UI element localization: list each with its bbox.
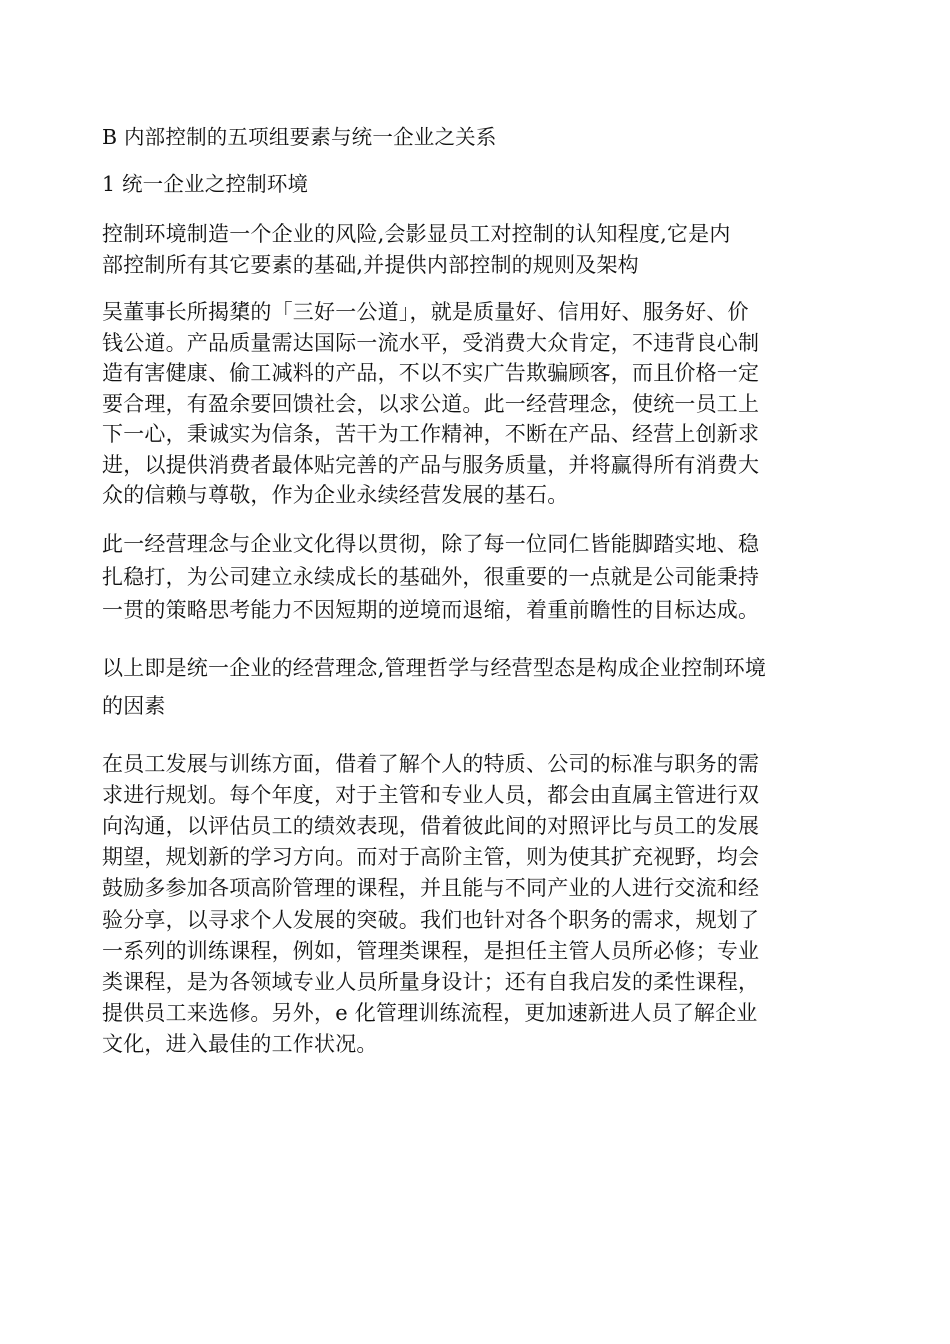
- text-line: 此一经营理念与企业文化得以贯彻，除了每一位同仁皆能脚踏实地、稳: [102, 531, 760, 556]
- text-line: 类课程，是为各领域专业人员所量身设计；还有自我启发的柔性课程，: [102, 969, 760, 994]
- text-line: 进，以提供消费者最体贴完善的产品与服务质量，并将赢得所有消费大: [102, 452, 760, 477]
- paragraph-summary: [102, 649, 802, 725]
- text-line: 验分享，以寻求个人发展的突破。我们也针对各个职务的需求，规划了: [102, 907, 760, 932]
- text-line: 扎稳打，为公司建立永续成长的基础外，很重要的一点就是公司能秉持: [102, 564, 760, 589]
- document-body: [102, 122, 802, 1075]
- paragraph-employee-training: [102, 749, 802, 1061]
- text-line: 控制环境制造一个企业的风险,会影显员工对控制的认知程度,它是内: [102, 222, 731, 246]
- text-line: 期望，规划新的学习方向。而对于高阶主管，则为使其扩充视野，均会: [102, 845, 760, 870]
- text-line: 向沟通，以评估员工的绩效表现，借着彼此间的对照评比与员工的发展: [102, 813, 760, 838]
- text-line: 一系列的训练课程，例如，管理类课程，是担任主管人员所必修；专业: [102, 938, 760, 963]
- text-line: 一贯的策略思考能力不因短期的逆境而退缩，着重前瞻性的目标达成。: [102, 597, 760, 622]
- heading-line: B 内部控制的五项组要素与统一企业之关系: [102, 125, 497, 149]
- heading-line: 1 统一企业之控制环境: [102, 171, 309, 196]
- paragraph-corporate-culture: [102, 528, 802, 627]
- text-line: 吴董事长所揭橥的「三好一公道」，就是质量好、信用好、服务好、价: [102, 300, 749, 324]
- text-line: 众的信赖与尊敬，作为企业永续经营发展的基石。: [102, 483, 569, 507]
- text-line: 在员工发展与训练方面，借着了解个人的特质、公司的标准与职务的需: [102, 751, 760, 776]
- section-heading: [102, 122, 802, 153]
- text-line: 文化，进入最佳的工作状况。: [102, 1032, 378, 1057]
- text-line: 提供员工来选修。另外，e 化管理训练流程，更加速新进人员了解企业: [102, 1001, 758, 1026]
- text-line: 钱公道。产品质量需达国际一流水平，受消费大众肯定，不违背良心制: [102, 330, 760, 355]
- subsection-heading: [102, 169, 802, 200]
- paragraph-control-environment: [102, 219, 802, 280]
- text-line: 下一心，秉诚实为信条，苦干为工作精神，不断在产品、经营上创新求: [102, 422, 760, 446]
- text-line: 要合理，有盈余要回馈社会，以求公道。此一经营理念，使统一员工上: [102, 391, 760, 416]
- text-line: 造有害健康、偷工减料的产品，不以不实广告欺骗顾客，而且价格一定: [102, 361, 760, 385]
- text-line: 的因素: [102, 693, 166, 718]
- text-line: 求进行规划。每个年度，对于主管和专业人员，都会由直属主管进行双: [102, 782, 760, 807]
- text-line: 鼓励多参加各项高阶管理的课程，并且能与不同产业的人进行交流和经: [102, 876, 760, 901]
- text-line: 以上即是统一企业的经营理念,管理哲学与经营型态是构成企业控制环境: [102, 655, 767, 680]
- paragraph-three-good-one-fair: [102, 297, 802, 511]
- text-line: 部控制所有其它要素的基础,并提供内部控制的规则及架构: [102, 252, 639, 277]
